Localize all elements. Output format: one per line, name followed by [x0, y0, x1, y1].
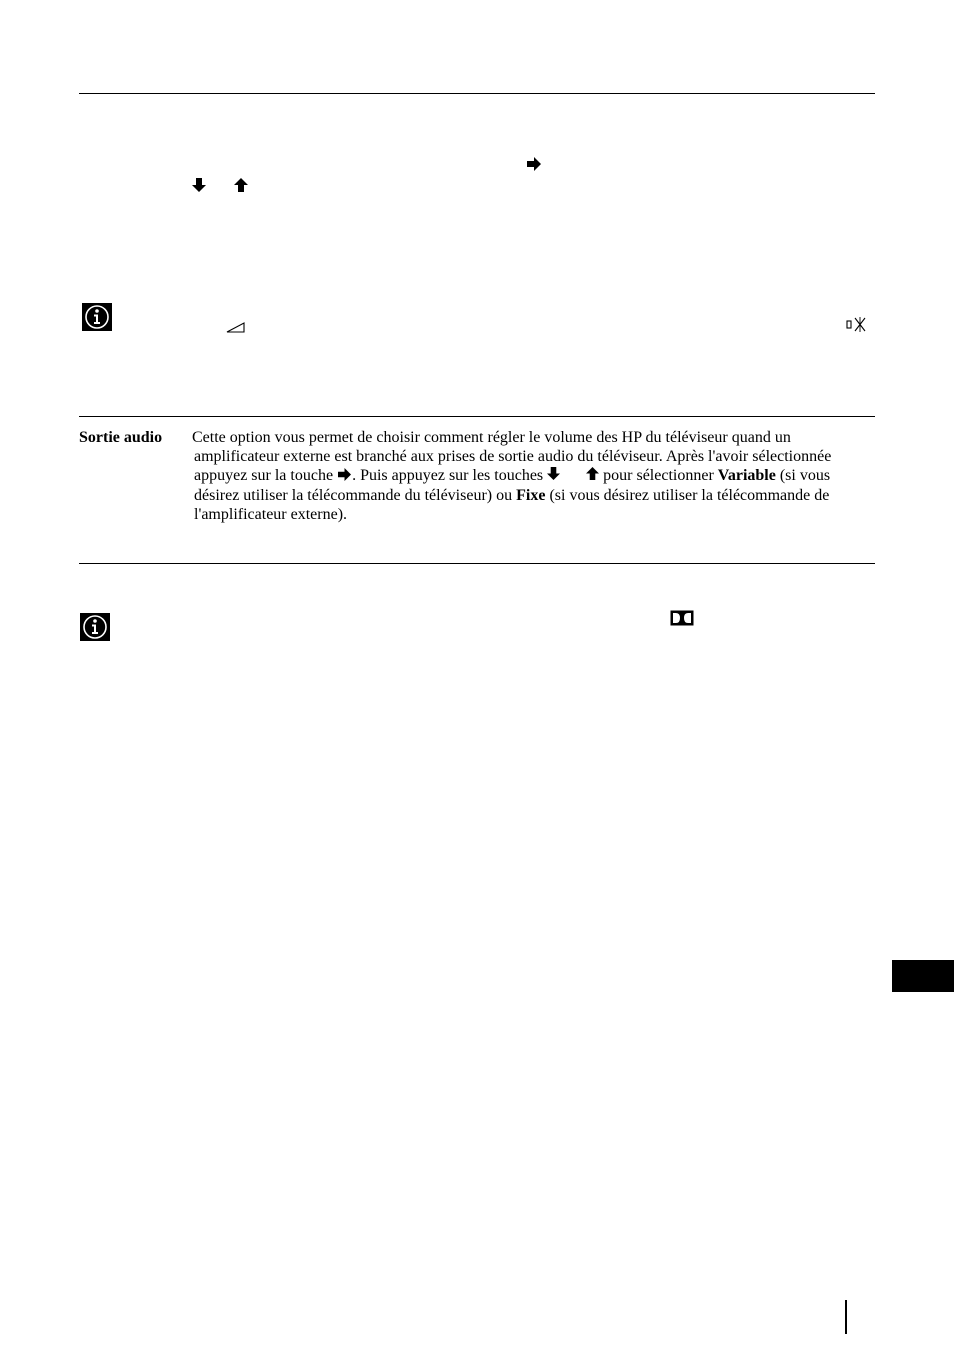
arrow-right-icon: [526, 157, 542, 171]
option-variable: Variable: [717, 467, 776, 485]
mute-icon: [846, 316, 868, 334]
page-marker: [845, 1300, 847, 1334]
info-icon: [82, 303, 112, 331]
sortie-audio-term: Sortie audio: [79, 429, 163, 446]
volume-icon: [226, 321, 246, 333]
desc-line-4: désirez utiliser la télécommande du téléviseur) ou Fixe (si vous désirez utiliser la télécommande de: [194, 486, 830, 504]
option-fixe: Fixe: [516, 486, 546, 504]
info-icon: [80, 613, 110, 641]
section-divider-top: [79, 416, 875, 417]
desc-line-3: appuyez sur la touche . Puis appuyez sur les touches pour sélectionner Variable (si vous: [194, 467, 831, 485]
desc-line-5: l'amplificateur externe).: [194, 505, 348, 523]
arrow-right-icon: [337, 468, 352, 481]
arrow-up-icon: [234, 177, 248, 193]
arrow-up-icon: [586, 466, 599, 481]
desc-line-2: amplificateur externe est branché aux prises de sortie audio du téléviseur. Après l'avoir sélectionnée: [194, 448, 832, 466]
arrow-down-icon: [192, 177, 206, 193]
arrow-down-icon: [547, 466, 560, 481]
desc-line-1: Cette option vous permet de choisir comment régler le volume des HP du téléviseur quand un: [192, 429, 791, 446]
top-divider: [79, 93, 875, 94]
section-divider-bottom: [79, 563, 875, 564]
section-tab: [892, 960, 954, 992]
sortie-audio-description: [192, 428, 875, 524]
dolby-icon: [670, 610, 694, 626]
